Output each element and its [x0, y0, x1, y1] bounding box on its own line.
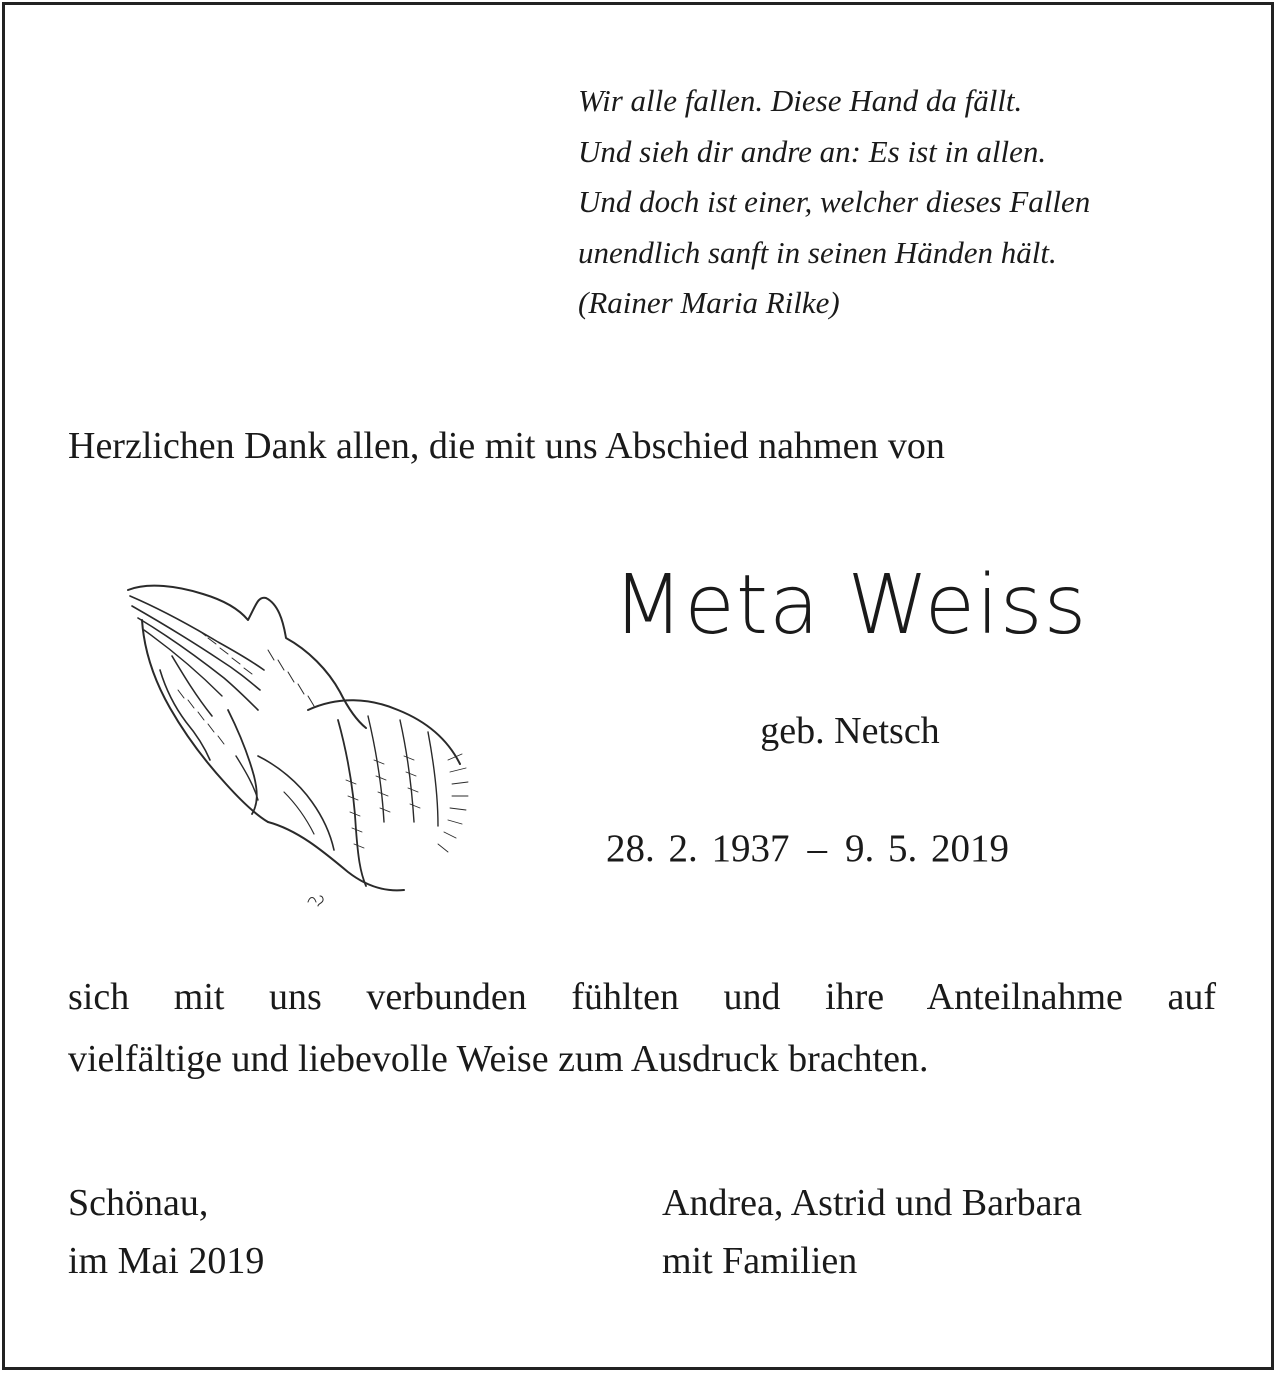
thanks-text: [68, 966, 1216, 1090]
quote-line: Wir alle fallen. Diese Hand da fällt.: [578, 83, 1023, 118]
intro-text: Herzlichen Dank allen, die mit uns Abschied nahmen von: [68, 425, 945, 467]
signers-families: mit Familien: [662, 1240, 858, 1282]
place-date: [68, 1174, 264, 1290]
thanks-line: vielfältige und liebevolle Weise zum Ausdruck brachten.: [68, 1038, 929, 1080]
signers-names: Andrea, Astrid und Barbara: [662, 1182, 1082, 1224]
quote-author: (Rainer Maria Rilke): [578, 285, 840, 320]
signers: [662, 1174, 1082, 1290]
quote-line: unendlich sanft in seinen Händen hält.: [578, 234, 1057, 270]
birth-date: 28. 2. 1937: [606, 827, 790, 870]
praying-hands-icon: [108, 560, 488, 930]
date-line: im Mai 2019: [68, 1240, 265, 1282]
place-line: Schönau,: [68, 1182, 209, 1224]
thanks-line: sich mit uns verbunden fühlten und ihre Anteilnahme auf: [68, 976, 1216, 1018]
quote-line: Und doch ist einer, welcher dieses Fallen: [578, 184, 1091, 219]
rilke-quote: [578, 76, 1258, 329]
quote-line: Und sieh dir andre an: Es ist in allen.: [578, 133, 1047, 169]
birth-name: geb. Netsch: [760, 710, 940, 752]
life-dates: [606, 822, 1009, 876]
deceased-name: Meta Weiss: [612, 558, 1088, 653]
death-date: 9. 5. 2019: [845, 827, 1009, 870]
date-separator: –: [807, 827, 827, 870]
